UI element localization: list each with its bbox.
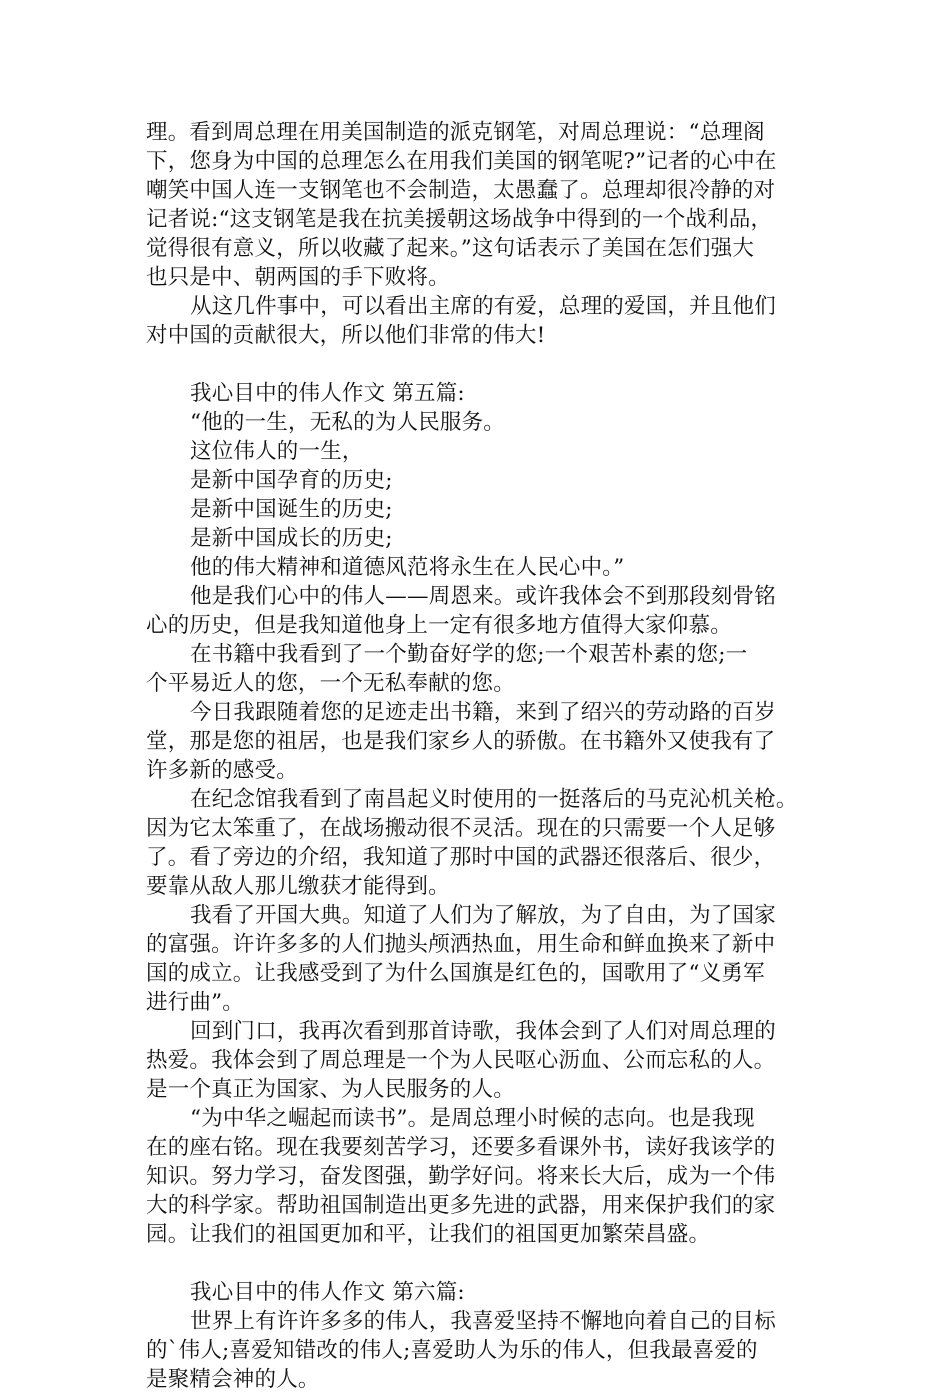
text-line: 要靠从敌人那儿缴获才能得到。 (146, 874, 450, 899)
text-line: 知识。努力学习，奋发图强，勤学好问。将来长大后，成为一个伟 (146, 1164, 776, 1189)
text-line: 我心目中的伟人作文 第五篇: (190, 381, 465, 406)
blank-line (146, 350, 811, 379)
text-line: 是聚精会神的人。 (146, 1367, 320, 1392)
text-line: 是一个真正为国家、为人民服务的人。 (146, 1077, 515, 1102)
text-line: 我心目中的伟人作文 第六篇: (190, 1280, 465, 1305)
text-line: 对中国的贡献很大，所以他们非常的伟大! (146, 323, 546, 348)
text-line: 堂，那是您的祖居，也是我们家乡人的骄傲。在书籍外又使我有了 (146, 729, 776, 754)
text-line: 嘲笑中国人连一支钢笔也不会制造，太愚蠢了。总理却很冷静的对 (146, 178, 776, 203)
text-line: 我看了开国大典。知道了人们为了解放，为了自由，为了国家 (190, 903, 776, 928)
text-line: 也只是中、朝两国的手下败将。 (146, 265, 450, 290)
text-line: 他的伟大精神和道德风范将永生在人民心中。” (190, 555, 625, 580)
text-line: 理。看到周总理在用美国制造的派克钢笔，对周总理说：“总理阁 (146, 120, 765, 145)
text-line: 心的历史，但是我知道他身上一定有很多地方值得大家仰慕。 (146, 613, 732, 638)
text-line: 记者说:“这支钢笔是我在抗美援朝这场战争中得到的一个战利品， (146, 207, 773, 232)
text-line: 是新中国孕育的历史; (190, 468, 393, 493)
text-line: “他的一生，无私的为人民服务。 (190, 410, 505, 435)
text-line: 了。看了旁边的介绍，我知道了那时中国的武器还很落后、很少， (146, 845, 776, 870)
text-line: 个平易近人的您，一个无私奉献的您。 (146, 671, 515, 696)
text-line: 他是我们心中的伟人——周恩来。或许我体会不到那段刻骨铭 (190, 584, 776, 609)
text-line: 回到门口，我再次看到那首诗歌，我体会到了人们对周总理的 (190, 1019, 776, 1044)
text-line: 在书籍中我看到了一个勤奋好学的您;一个艰苦朴素的您;一 (190, 642, 748, 667)
text-line: 是新中国成长的历史; (190, 526, 393, 551)
text-line: 进行曲”。 (146, 990, 244, 1015)
essay-body (146, 118, 811, 1394)
text-line: 因为它太笨重了，在战场搬动很不灵活。现在的只需要一个人足够 (146, 816, 776, 841)
text-line: 世界上有许许多多的伟人，我喜爱坚持不懈地向着自己的目标 (190, 1309, 776, 1334)
text-line: 热爱。我体会到了周总理是一个为人民呕心沥血、公而忘私的人。 (146, 1048, 776, 1073)
text-line: 的`伟人;喜爱知错改的伟人;喜爱助人为乐的伟人，但我最喜爱的 (146, 1338, 758, 1363)
text-line: “为中华之崛起而读书”。是周总理小时候的志向。也是我现 (190, 1106, 755, 1131)
text-line: 在的座右铭。现在我要刻苦学习，还要多看课外书，读好我该学的 (146, 1135, 776, 1160)
text-line: 下，您身为中国的总理怎么在用我们美国的钢笔呢?”记者的心中在 (146, 149, 777, 174)
text-line: 觉得很有意义，所以收藏了起来。”这句话表示了美国在怎们强大 (146, 236, 755, 261)
text-line: 这位伟人的一生， (190, 439, 364, 464)
text-line: 国的成立。让我感受到了为什么国旗是红色的，国歌用了“义勇军 (146, 961, 765, 986)
text-line: 是新中国诞生的历史; (190, 497, 393, 522)
text-line: 园。让我们的祖国更加和平，让我们的祖国更加繁荣昌盛。 (146, 1222, 711, 1247)
text-line: 今日我跟随着您的足迹走出书籍，来到了绍兴的劳动路的百岁 (190, 700, 776, 725)
text-line: 许多新的感受。 (146, 758, 298, 783)
text-line: 大的科学家。帮助祖国制造出更多先进的武器，用来保护我们的家 (146, 1193, 776, 1218)
text-line: 的富强。许许多多的人们抛头颅洒热血，用生命和鲜血换来了新中 (146, 932, 776, 957)
text-line: 在纪念馆我看到了南昌起义时使用的一挺落后的马克沁机关枪。 (190, 787, 798, 812)
blank-line (146, 1249, 811, 1278)
text-line: 从这几件事中，可以看出主席的有爱，总理的爱国，并且他们 (190, 294, 776, 319)
